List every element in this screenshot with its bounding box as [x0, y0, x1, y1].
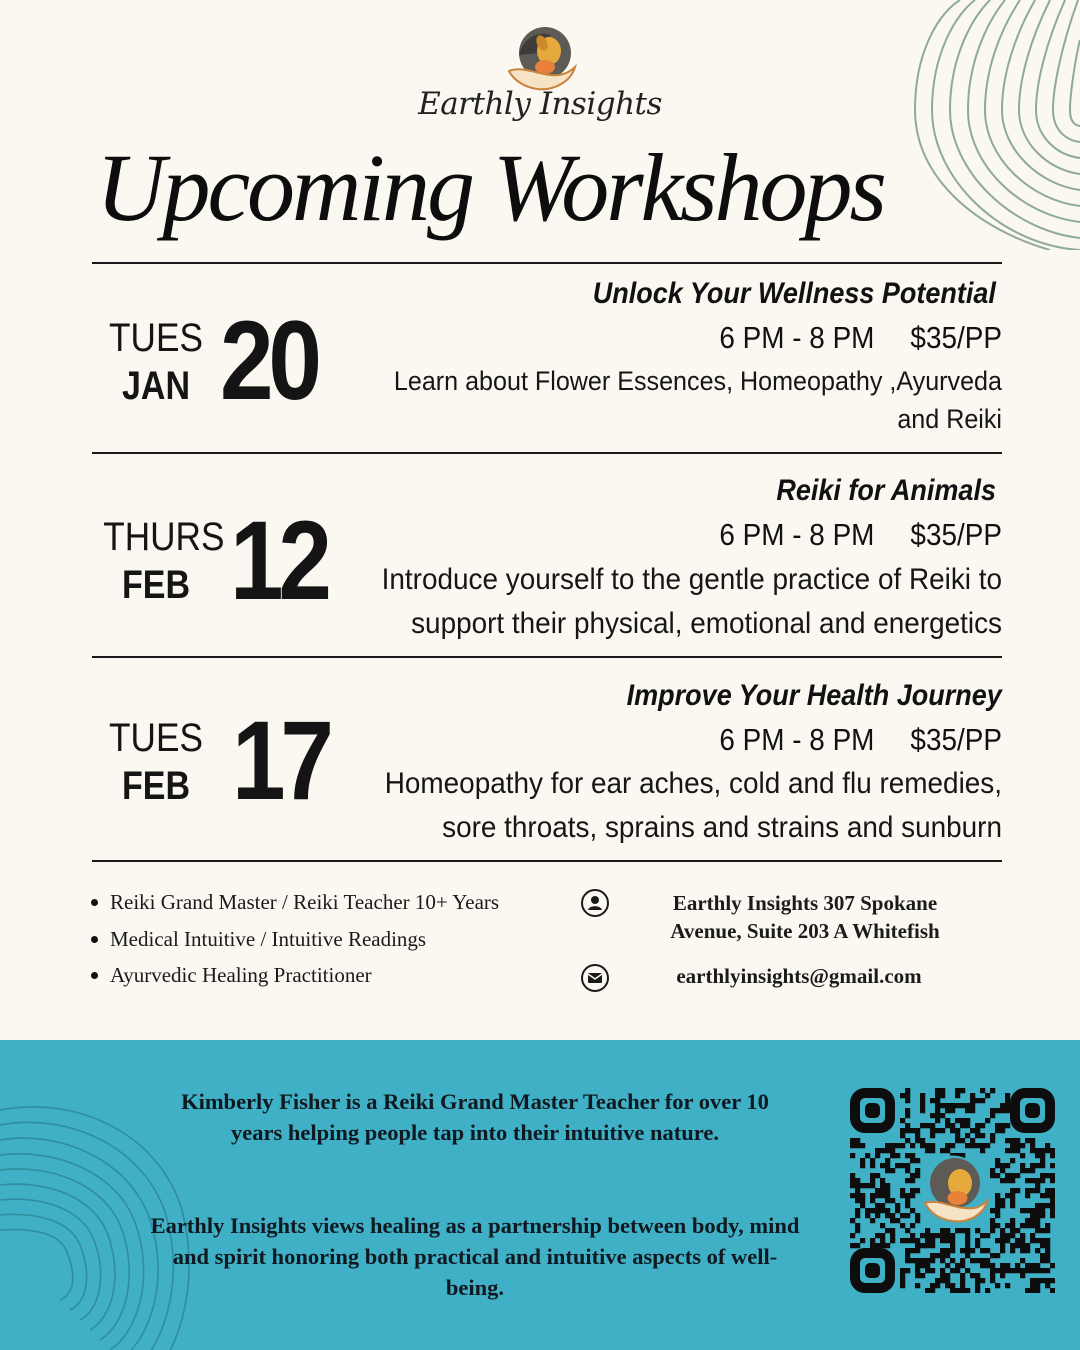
workshop-title: Reiki for Animals	[776, 474, 996, 507]
workshop-weekday: TUES	[109, 316, 203, 360]
page-title: Upcoming Workshops	[96, 134, 884, 241]
workshop-title: Improve Your Health Journey	[626, 679, 1002, 712]
address	[620, 889, 990, 945]
person-icon	[581, 889, 609, 917]
workshop-price: $35/PP	[910, 320, 1002, 355]
address-line: Earthly Insights 307 Spokane	[672, 891, 938, 915]
envelope-icon	[581, 964, 609, 992]
workshop-description: Introduce yourself to the gentle practice of Reiki to support their physical, emotional and energetics	[381, 563, 1002, 640]
email-link[interactable]: earthlyinsights@gmail.com	[676, 964, 922, 988]
list-item: Medical Intuitive / Intuitive Readings	[110, 923, 499, 960]
workshop-time: 6 PM - 8 PM	[719, 320, 875, 355]
about-paragraph: Kimberly Fisher is a Reiki Grand Master Teacher for over 10 years helping people tap into their intuitive nature.	[181, 1089, 769, 1145]
workshop-weekday: THURS	[103, 515, 225, 559]
divider	[92, 262, 1002, 264]
workshop-month: JAN	[121, 364, 191, 408]
brand-name: Earthly Insights	[418, 86, 662, 122]
list-item: Ayurvedic Healing Practitioner	[110, 959, 499, 996]
feature-list	[90, 886, 499, 996]
about-paragraph: Earthly Insights views healing as a partnership between body, mind and spirit honoring both practical and intuitive aspects of well-being.	[150, 1213, 800, 1300]
workshop-description: Homeopathy for ear aches, cold and flu remedies, sore throats, sprains and strains and sunburn	[384, 767, 1002, 844]
divider	[92, 860, 1002, 862]
workshop-time-price	[719, 517, 1002, 553]
workshop-title: Unlock Your Wellness Potential	[592, 277, 996, 310]
divider	[92, 656, 1002, 658]
list-item: Reiki Grand Master / Reiki Teacher 10+ Years	[110, 886, 499, 923]
workshop-price: $35/PP	[910, 517, 1002, 552]
workshop-month: FEB	[122, 764, 190, 808]
workshop-month: FEB	[122, 563, 190, 607]
workshop-time: 6 PM - 8 PM	[719, 517, 875, 552]
divider	[92, 452, 1002, 454]
workshop-time: 6 PM - 8 PM	[719, 722, 875, 757]
workshop-description: Learn about Flower Essences, Homeopathy ,Ayurveda and Reiki	[393, 366, 1002, 434]
workshop-time-price	[719, 722, 1002, 758]
workshop-price: $35/PP	[910, 722, 1002, 757]
decorative-contour-lines	[880, 0, 1080, 250]
workshop-day: 17	[232, 698, 329, 823]
workshop-weekday: TUES	[109, 716, 203, 760]
workshop-day: 12	[230, 498, 327, 623]
qr-code[interactable]	[850, 1088, 1055, 1293]
address-line: Avenue, Suite 203 A Whitefish	[670, 919, 940, 943]
dog-cat-in-hand-logo	[505, 25, 577, 95]
workshop-time-price	[719, 320, 1002, 356]
workshop-day: 20	[220, 298, 317, 423]
